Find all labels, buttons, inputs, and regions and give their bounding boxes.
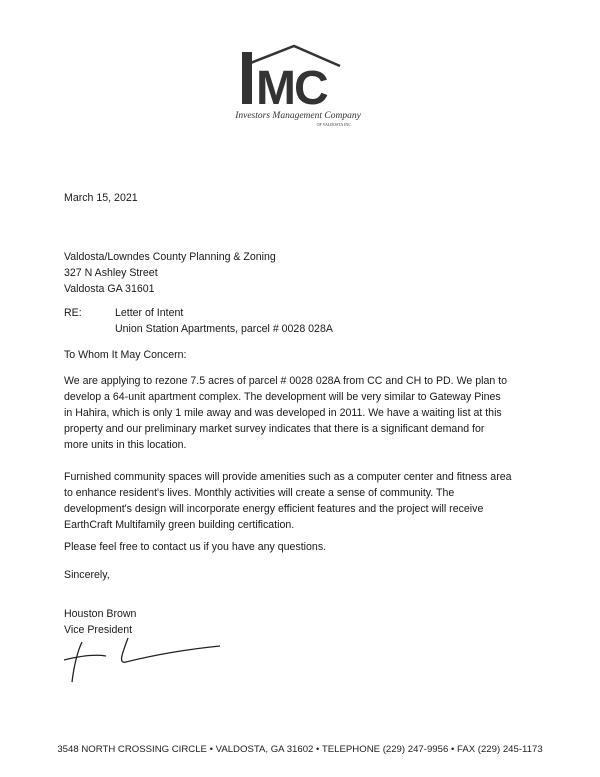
closing-line: Please feel free to contact us if you have any questions. <box>64 541 327 553</box>
svg-text:MC: MC <box>256 62 327 115</box>
paragraph-line: We are applying to rezone 7.5 acres of parcel # 0028 028A from CC and CH to PD. We plan to <box>64 375 508 387</box>
signer-name: Houston Brown <box>64 608 137 620</box>
recipient-line: Valdosta GA 31601 <box>64 283 155 295</box>
footer-address: 3548 NORTH CROSSING CIRCLE • VALDOSTA, GA 31602 • TELEPHONE (229) 247-9956 • FAX (229) 245-1173 <box>57 744 543 755</box>
paragraph-line: more units in this location. <box>64 439 187 451</box>
svg-text:OF VALDOSTA INC.: OF VALDOSTA INC. <box>316 122 352 127</box>
paragraph-line: in Hahira, which is only 1 mile away and was developed in 2011. We have a waiting list at this <box>64 407 502 419</box>
signer-title: Vice President <box>64 624 133 636</box>
closing: Sincerely, <box>64 569 110 581</box>
re-line: Letter of Intent <box>115 307 184 319</box>
signature <box>60 620 240 690</box>
paragraph-line: EarthCraft Multifamily green building certification. <box>64 519 295 531</box>
paragraph-line: develop a 64-unit apartment complex. The development will be very similar to Gateway Pines <box>64 391 501 403</box>
paragraph-line: property and our preliminary market survey indicates that there is a significant demand for <box>64 423 485 435</box>
svg-text:Investors Management Company: Investors Management Company <box>235 111 361 121</box>
paragraph-line: development's design will incorporate energy efficient features and the project will receive <box>64 503 484 515</box>
company-logo <box>228 38 368 130</box>
re-line: Union Station Apartments, parcel # 0028 028A <box>115 323 333 335</box>
paragraph-line: to enhance resident's lives. Monthly activities will create a sense of community. The <box>64 487 455 499</box>
recipient-line: Valdosta/Lowndes County Planning & Zoning <box>64 251 276 263</box>
paragraph-line: Furnished community spaces will provide amenities such as a computer center and fitness area <box>64 471 512 483</box>
letter-date: March 15, 2021 <box>64 192 138 204</box>
re-label: RE: <box>64 307 82 319</box>
recipient-line: 327 N Ashley Street <box>64 267 158 279</box>
salutation: To Whom It May Concern: <box>64 349 187 361</box>
